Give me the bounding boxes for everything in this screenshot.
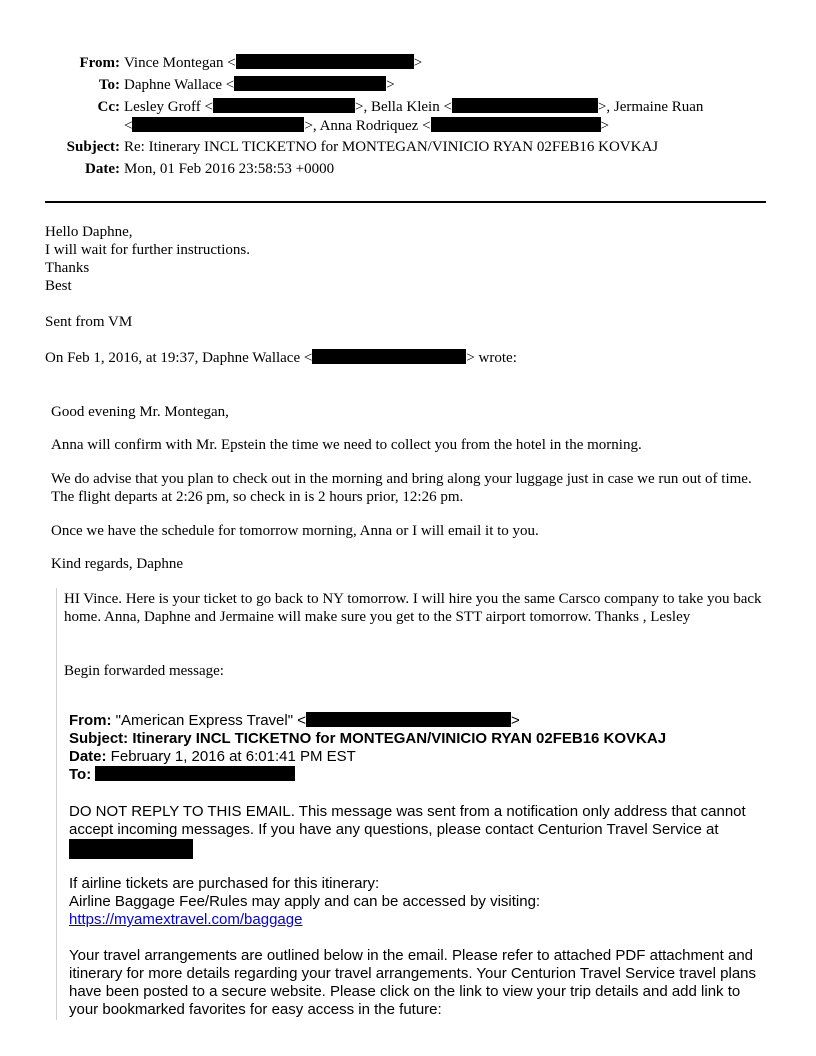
from-value: Vince Montegan < [124, 55, 236, 71]
cc-part1: Lesley Groff < [124, 99, 213, 115]
from-label: From: [79, 55, 120, 71]
redacted-fwd-to-email [95, 766, 295, 781]
redacted-cc-email-3 [132, 117, 304, 132]
reply-line-4: Best [45, 278, 72, 294]
cc-part3: >, Jermaine Ruan [597, 99, 704, 115]
to-label: To: [98, 77, 120, 93]
cc-part5: >, Anna Rodriquez < [304, 118, 431, 134]
fwd-subject-row [69, 730, 666, 748]
lesley-paragraph: HI Vince. Here is your ticket to go back to NY tomorrow. I will hire you the same Carsco company to take you back home. Anna, Daphne and Jermaine will make sure you get to the STT airport tomorrow. Thanks , Lesley [64, 591, 762, 625]
quote-bar [56, 588, 57, 1020]
daphne-paragraph-1: Anna will confirm with Mr. Epstein the time we need to collect you from the hotel in the morning. [51, 437, 642, 453]
fwd-date-label: Date: [69, 748, 107, 765]
subject-label: Subject: [66, 139, 120, 155]
fwd-from-label: From: [69, 712, 112, 729]
cc-part2: >, Bella Klein < [355, 99, 452, 115]
fwd-date-value: February 1, 2016 at 6:01:41 PM EST [106, 748, 356, 765]
daphne-greeting: Good evening Mr. Montegan, [51, 404, 229, 420]
redacted-cc-email-2 [452, 98, 598, 113]
fwd-from-value: "American Express Travel" < [111, 712, 306, 729]
to-end: > [386, 77, 395, 93]
fwd-subject-value: Itinerary INCL TICKETNO for MONTEGAN/VINICIO RYAN 02FEB16 KOVKAJ [128, 730, 667, 747]
daphne-paragraph-2: We do advise that you plan to check out in the morning and bring along your luggage just in case we run out of time. The flight departs at 2:26 pm, so check in is 2 hours prior, 12:26 pm. [51, 471, 752, 505]
from-end: > [413, 55, 423, 71]
reply-line-2: I will wait for further instructions. [45, 242, 250, 258]
reply-attribution: On Feb 1, 2016, at 19:37, Daphne Wallace < > wrote: [45, 350, 517, 366]
redacted-fwd-from-email [306, 712, 511, 727]
fwd-paragraph-2-line-2: Airline Baggage Fee/Rules may apply and can be accessed by visiting: [69, 893, 541, 910]
redacted-from-email [236, 54, 414, 69]
fwd-subject-label: Subject: [69, 730, 129, 747]
forwarded-message-label: Begin forwarded message: [64, 663, 224, 679]
fwd-paragraph-2-line-1: If airline tickets are purchased for this itinerary: [69, 875, 380, 892]
header-divider [45, 201, 766, 203]
redacted-attribution-email [312, 349, 466, 364]
redacted-cc-email-1 [213, 98, 355, 113]
cc-part4: < [124, 118, 133, 134]
to-value: Daphne Wallace < [124, 77, 235, 93]
reply-greeting: Hello Daphne, [45, 224, 133, 240]
cc-part6: > [600, 118, 610, 134]
header-cc-row-2 [124, 116, 609, 136]
redacted-to-email [234, 76, 386, 91]
fwd-to-label: To: [69, 766, 92, 783]
date-label: Date: [85, 161, 120, 177]
reply-line-3: Thanks [45, 260, 90, 276]
daphne-sign-off: Kind regards, Daphne [51, 556, 184, 572]
cc-label: Cc: [97, 99, 120, 115]
redacted-phone [69, 839, 193, 859]
redacted-cc-email-4 [431, 117, 601, 132]
fwd-from-row: From: "American Express Travel" < > [69, 712, 520, 729]
daphne-paragraph-3: Once we have the schedule for tomorrow morning, Anna or I will email it to you. [51, 523, 539, 539]
fwd-paragraph-3: Your travel arrangements are outlined below in the email. Please refer to attached PDF attachment and itinerary for more details regarding your travel arrangements. Your Centurion Travel Service travel plans have been posted to a secure website. Please click on the link to view your trip details and add link to your bookmarked favorites for easy access in the future: [69, 947, 756, 1018]
date-value: Mon, 01 Feb 2016 23:58:53 +0000 [124, 161, 335, 177]
subject-value: Re: Itinerary INCL TICKETNO for MONTEGAN/VINICIO RYAN 02FEB16 KOVKAJ [124, 139, 659, 155]
baggage-link[interactable]: https://myamextravel.com/baggage [69, 911, 303, 928]
fwd-paragraph-1: DO NOT REPLY TO THIS EMAIL. This message was sent from a notification only address that cannot accept incoming messages. If you have any questions, please contact Centurion Travel Service at [69, 803, 769, 862]
reply-signature: Sent from VM [45, 314, 133, 330]
fwd-to-row [69, 766, 295, 784]
fwd-date-row [69, 748, 356, 766]
